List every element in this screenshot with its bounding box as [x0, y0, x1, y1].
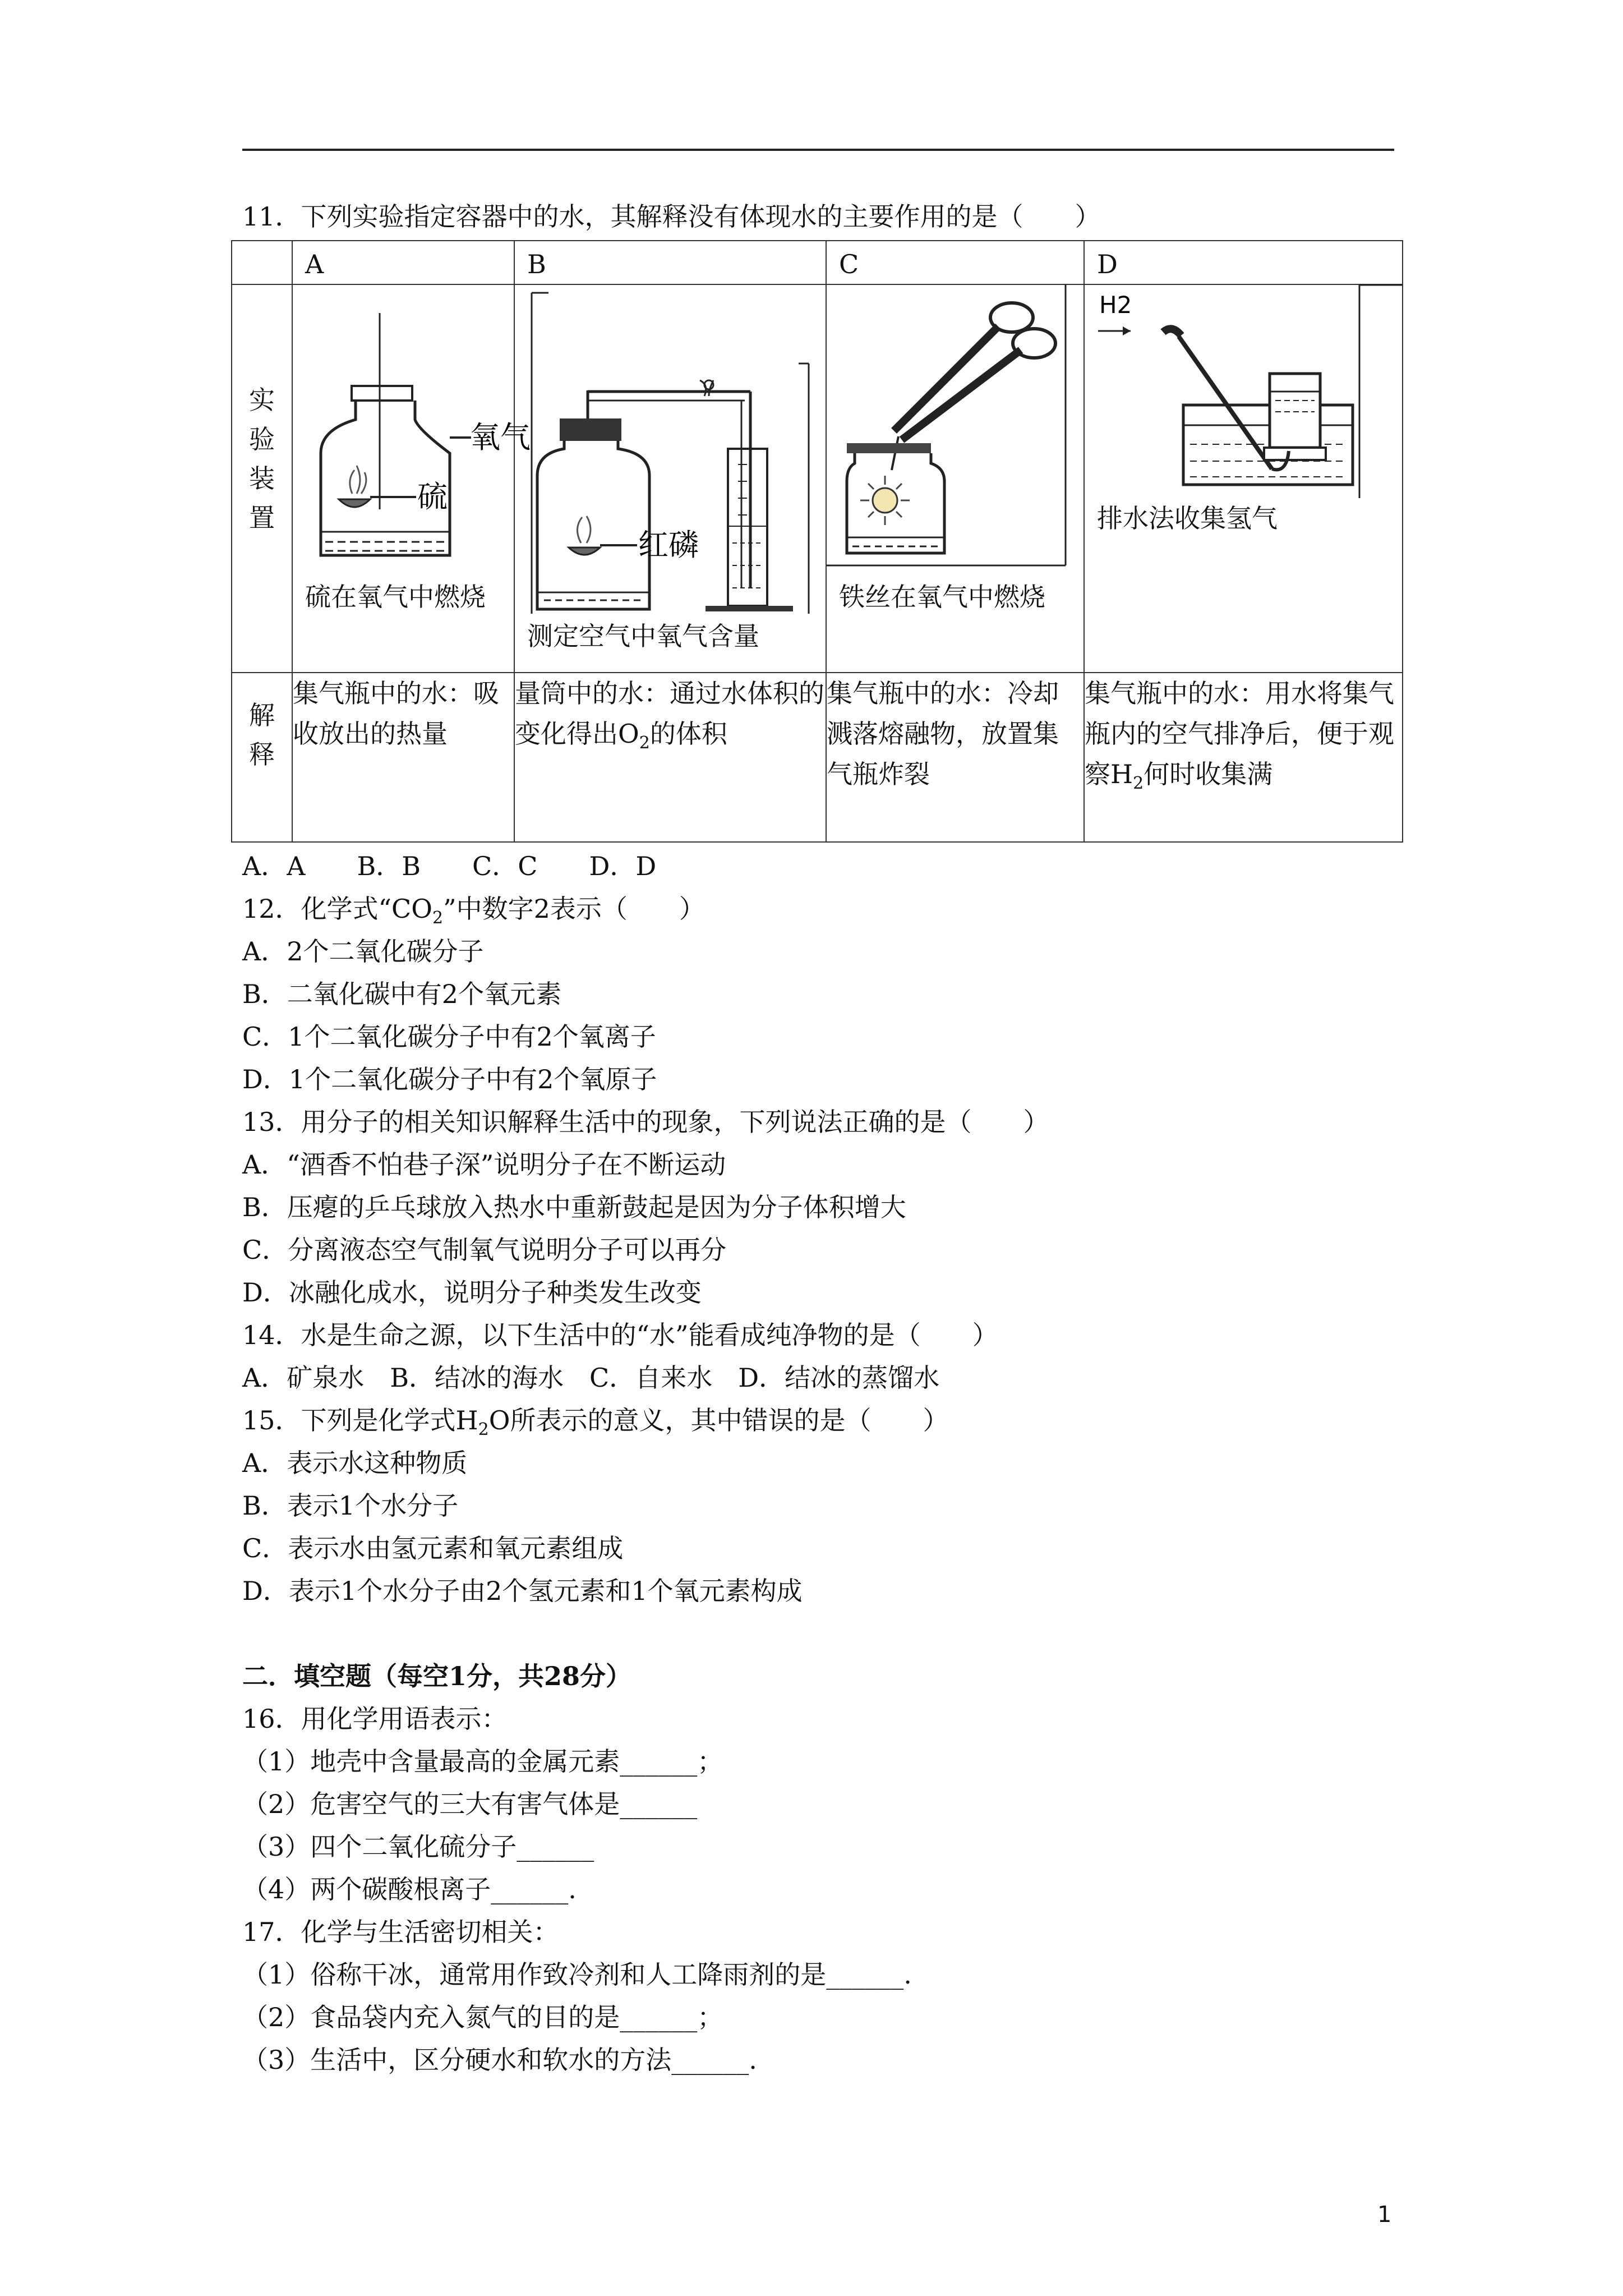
q16-item-2: （2）危害空气的三大有害气体是______: [242, 1789, 698, 1819]
q11-header-row: [232, 241, 1403, 284]
q12-option-b: B．二氧化碳中有2个氧元素: [242, 979, 562, 1009]
q15-stem: 15．下列是化学式$H_2O$所表示的意义，其中错误的是（ ）: [242, 1405, 949, 1440]
q12-option-c: C．1个二氧化碳分子中有2个氧离子: [242, 1022, 656, 1052]
row-label-apparatus: 实验装置: [249, 385, 275, 533]
explanation-b: 量筒中的水：通过水体积的变化得出$O_2$的体积: [514, 673, 826, 842]
q13-stem: 13．用分子的相关知识解释生活中的现象，下列说法正确的是（ ）: [242, 1107, 1049, 1137]
q15-option-a: A．表示水这种物质: [242, 1448, 468, 1478]
iron-wire-diagram: [827, 285, 1083, 577]
sulfur-label: 硫: [417, 479, 448, 514]
q17-stem: 17．化学与生活密切相关：: [242, 1917, 559, 1947]
q11-table: [231, 240, 1403, 843]
q11-apparatus-row: [232, 284, 1403, 673]
q11-stem: 11．下列实验指定容器中的水，其解释没有体现水的主要作用的是（ ）: [242, 201, 1101, 232]
page-number: 1: [1377, 2202, 1392, 2228]
q11-options: A．A B．B C．C D．D: [242, 851, 657, 881]
q13-option-d: D．冰融化成水，说明分子种类发生改变: [242, 1277, 702, 1308]
q16-stem: 16．用化学用语表示：: [242, 1704, 508, 1734]
q17-item-1: （1）俗称干冰，通常用作致冷剂和人工降雨剂的是______.: [242, 1959, 912, 1990]
q12-option-d: D．1个二氧化碳分子中有2个氧原子: [242, 1064, 657, 1094]
q11-explanation-row: [232, 673, 1403, 842]
q16-item-1: （1）地壳中含量最高的金属元素______；: [242, 1746, 723, 1777]
q14-options: A．矿泉水 B．结冰的海水 C．自来水 D．结冰的蒸馏水: [242, 1363, 940, 1393]
header-c: C: [839, 249, 859, 279]
q14-stem: 14．水是生命之源，以下生活中的“水”能看成纯净物的是（ ）: [242, 1320, 998, 1350]
caption-b: 测定空气中氧气含量: [527, 621, 759, 651]
phosphorus-oxygen-diagram: [515, 285, 826, 616]
q15-option-d: D．表示1个水分子由2个氢元素和1个氧元素构成: [242, 1576, 803, 1606]
section-heading-fill-in: 二．填空题（每空1分，共28分）: [242, 1661, 632, 1691]
phosphorus-label: 红磷: [638, 527, 699, 563]
explanation-a: 集气瓶中的水：吸收放出的热量: [292, 673, 514, 842]
caption-a: 硫在氧气中燃烧: [305, 582, 486, 612]
oxygen-label: 氧气: [470, 420, 531, 455]
q17-item-3: （3）生活中，区分硬水和软水的方法______.: [242, 2045, 757, 2075]
q16-item-3: （3）四个二氧化硫分子______: [242, 1832, 594, 1862]
explanation-d: 集气瓶中的水：用水将集气瓶内的空气排净后，便于观察$H_2$何时收集满: [1084, 673, 1403, 842]
sulfur-burning-diagram: [293, 285, 531, 577]
header-b: B: [527, 249, 546, 279]
q13-option-c: C．分离液态空气制氧气说明分子可以再分: [242, 1235, 727, 1265]
q17-item-2: （2）食品袋内充入氮气的目的是______；: [242, 2002, 723, 2032]
caption-c: 铁丝在氧气中燃烧: [839, 582, 1045, 612]
header-a: A: [305, 249, 324, 279]
q13-option-b: B．压瘪的乒乓球放入热水中重新鼓起是因为分子体积增大: [242, 1192, 906, 1222]
header-rule: [242, 149, 1394, 151]
q16-item-4: （4）两个碳酸根离子______.: [242, 1874, 577, 1904]
caption-d: 排水法收集氢气: [1097, 503, 1278, 533]
header-d: D: [1097, 249, 1118, 279]
q12-option-a: A．2个二氧化碳分子: [242, 936, 484, 967]
q13-option-a: A．“酒香不怕巷子深”说明分子在不断运动: [242, 1149, 726, 1180]
q15-option-c: C．表示水由氢元素和氧元素组成: [242, 1533, 624, 1563]
explanation-c: 集气瓶中的水：冷却溅落熔融物，放置集气瓶炸裂: [826, 673, 1084, 842]
row-label-explain: 解释: [249, 700, 275, 770]
hydrogen-collection-diagram: [1085, 285, 1402, 498]
q12-stem: 12．化学式“$CO_2$”中数字2表示（ ）: [242, 894, 705, 928]
hydrogen-label: H2: [1099, 291, 1132, 319]
q15-option-b: B．表示1个水分子: [242, 1490, 459, 1521]
